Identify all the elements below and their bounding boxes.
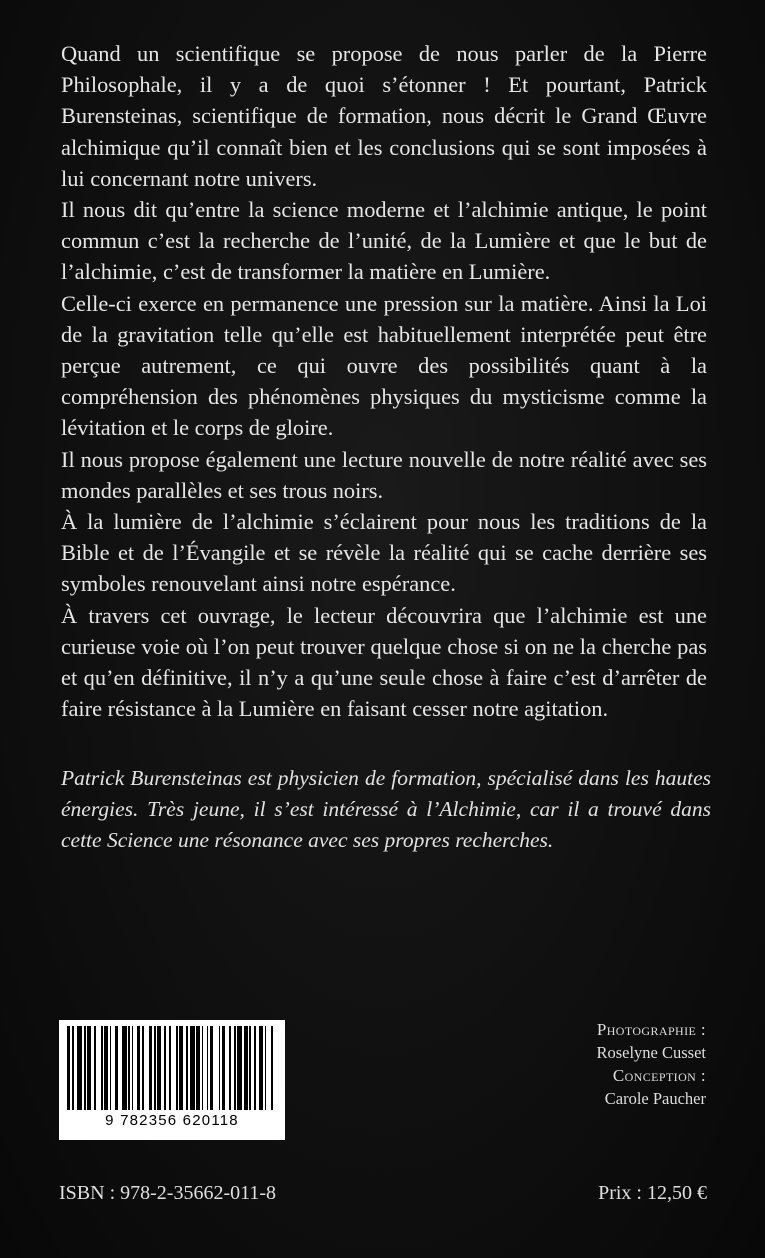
isbn: ISBN : 978-2-35662-011-8 xyxy=(59,1182,277,1204)
blurb-paragraph-4: Il nous propose également une lecture nouvelle de notre réalité avec ses mondes parallèles et ses trous noirs. xyxy=(61,446,707,503)
blurb-paragraph-1: Quand un scientifique se propose de nous parler de la Pierre Philosophale, il y a de quoi s’étonner ! Et pourtant, Patrick Burensteinas, scientifique de formation, nous décrit le Grand Œuvre alchimique qu’il connaît bien et les conclusions qui se sont imposées à lui concernant notre univers. xyxy=(61,41,707,191)
design-credit-name: Carole Paucher xyxy=(604,1089,706,1108)
design-credit-label: Conception : xyxy=(612,1066,706,1085)
author-bio: Patrick Burensteinas est physicien de formation, spécialisé dans les hautes énergies. Très jeune, il s’est intéressé à l’Alchimie, car il a trouvé dans cette Science une résonance avec ses propres recherches. xyxy=(61,766,711,852)
price: Prix : 12,50 € xyxy=(598,1182,707,1204)
barcode xyxy=(59,1020,285,1140)
credits xyxy=(596,1018,706,1110)
barcode-bar xyxy=(273,1026,276,1110)
barcode-digits: 9 782356 620118 xyxy=(105,1112,239,1129)
blurb-paragraph-5: À la lumière de l’alchimie s’éclairent pour nous les traditions de la Bible et de l’Évangile et se révèle la réalité qui se cache derrière ses symboles renouvelant ainsi notre espérance. xyxy=(61,509,707,597)
photo-credit-name: Roselyne Cusset xyxy=(596,1043,706,1062)
photo-credit-label: Photographie : xyxy=(596,1020,706,1039)
blurb-paragraph-3: Celle-ci exerce en permanence une pression sur la matière. Ainsi la Loi de la gravitation telle qu’elle est habituellement interprétée peut être perçue autrement, ce qui ouvre des possibilités quant à la compréhension des phénomènes physiques du mysticisme comme la lévitation et le corps de gloire. xyxy=(61,290,707,441)
blurb-text xyxy=(61,38,707,724)
blurb-paragraph-2: Il nous dit qu’entre la science moderne et l’alchimie antique, le point commun c’est la recherche de l’unité, de la Lumière et que le but de l’alchimie, c’est de transformer la matière en Lumière. xyxy=(61,197,707,285)
barcode-bars xyxy=(67,1026,277,1110)
blurb-paragraph-6: À travers cet ouvrage, le lecteur découvrira que l’alchimie est une curieuse voie où l’on peut trouver quelque chose si on ne la cherche pas et qu’en définitive, il n’y a qu’une seule chose à faire c’est d’arrêter de faire résistance à la Lumière en faisant cesser notre agitation. xyxy=(61,602,707,722)
